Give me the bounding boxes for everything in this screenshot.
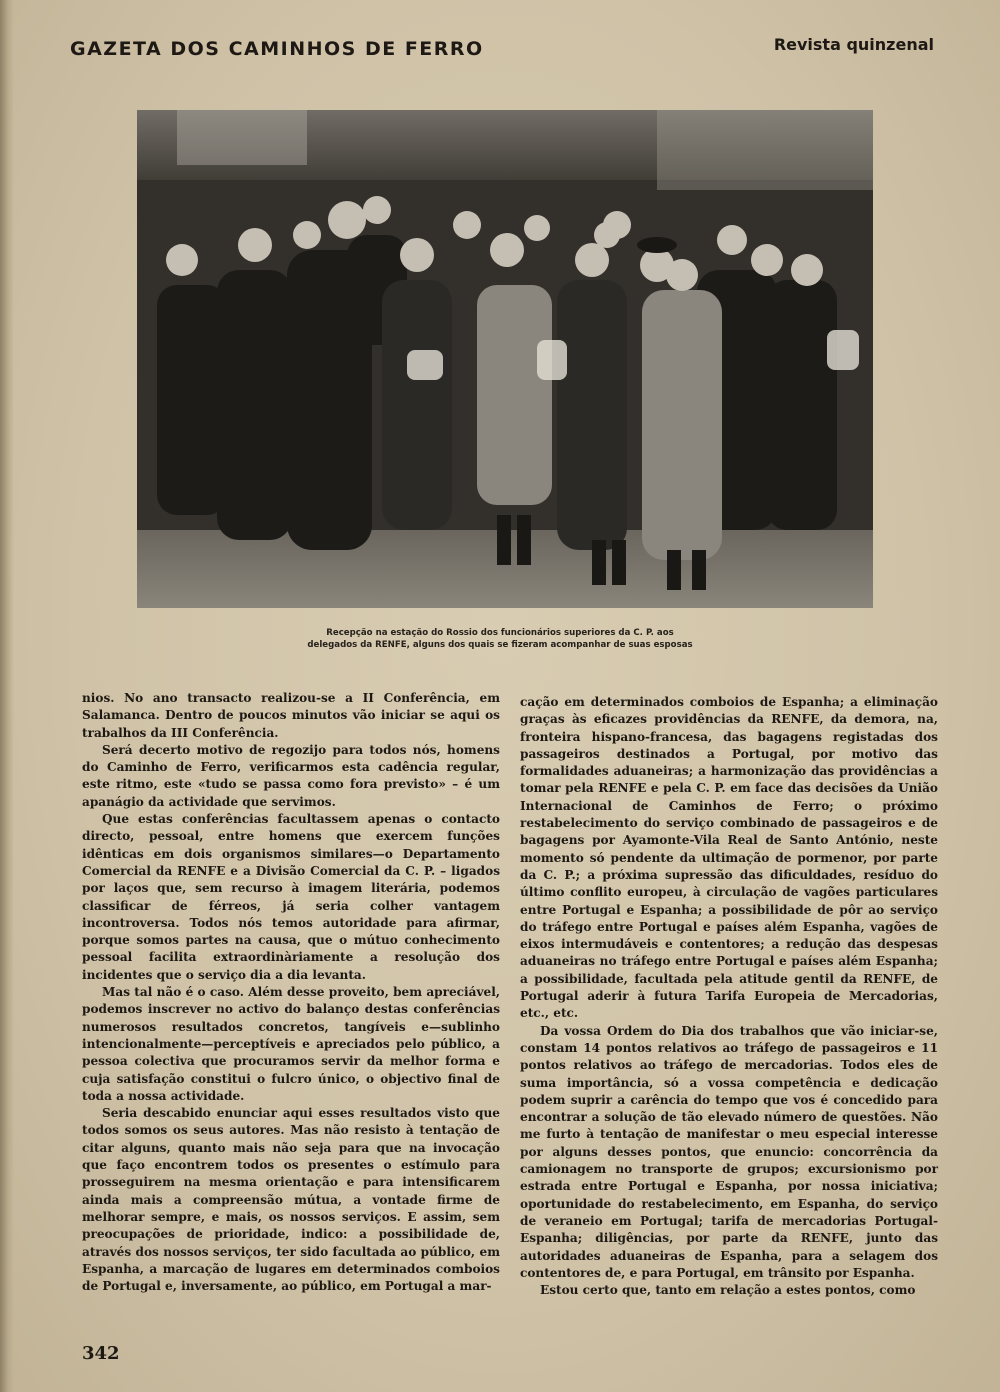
- photo-caption-line-2: delegados da RENFE, alguns dos quais se fizeram acompanhar de suas esposas: [307, 640, 693, 650]
- photo-caption-line-1: Recepção na estação do Rossio dos funcionários superiores da C. P. aos: [326, 628, 674, 638]
- paragraph: Estou certo que, tanto em relação a estes pontos, como: [540, 1283, 916, 1298]
- paragraph: nios. No ano transacto realizou-se a II Conferência, em Salamanca. Dentro de poucos minutos vão iniciar se aqui os trabalhos da III Conferência.: [82, 691, 500, 740]
- paragraph: cação em determinados comboios de Espanha; a eliminação graças às eficazes providências da RENFE, da demora, na, fronteira hispano-francesa, das bagagens registadas dos passageiros destinados a Portugal, por motivo das formalidades aduaneiras; a harmonização das providências a tomar pela RENFE e pela C. P. em face das decisões da União Internacional de Caminhos de Ferro; o próximo restabelecimento do serviço combinado de passageiros e de bagagens por Ayamonte-Vila Real de Santo António, neste momento só pendente da ultimação de pormenor, por parte da C. P.; a próxima supressão das dificuldades, resíduo do último conflito europeu, à circulação de vagões particulares entre Portugal e Espanha; a possibilidade de pôr ao serviço do tráfego entre Portugal e países além Espanha, vagões de eixos intermudáveis e contentores; a redução das despesas aduaneiras no tráfego entre Portugal e países além Espanha; a possibilidade, facultada pela atitude gentil da RENFE, de Portugal aderir à futura Tarifa Europeia de Mercadorias, etc., etc.: [520, 695, 938, 1021]
- page-binding-edge: [0, 0, 14, 1392]
- publication-frequency: Revista quinzenal: [773, 35, 934, 54]
- photo-caption: [200, 627, 800, 651]
- group-photograph: [137, 110, 873, 608]
- paragraph: Seria descabido enunciar aqui esses resultados visto que todos somos os seus autores. Mas não resisto à tentação de citar alguns, quanto mais não seja para que na invocação que faço encontrem todos os presentes o estímulo para prosseguirem na mesma orientação e para intensificarem ainda mais a compreensão mútua, a vontade firme de melhorar sempre, e mais, os nossos serviços. E assim, sem preocupações de prioridade, indico: a possibilidade de, através dos nossos serviços, ter sido facultada ao público, em Espanha, a marcação de lugares em determinados comboios de Portugal e, inversamente, ao público, em Portugal a mar-: [82, 1106, 500, 1294]
- page-number: 342: [82, 1343, 120, 1364]
- paragraph: Será decerto motivo de regozijo para todos nós, homens do Caminho de Ferro, verificarmos esta cadência regular, este ritmo, este «tudo se passa como fora previsto» – é um apanágio da actividade que servimos.: [82, 742, 500, 809]
- paragraph: Mas tal não é o caso. Além desse proveito, bem apreciável, podemos inscrever no activo do balanço destas conferências numerosos resultados concretos, tangíveis e—sublinho intencionalmente—perceptíveis e apreciados pelo público, a pessoa colectiva que procuramos servir da melhor forma e cuja satisfação constitui o fulcro único, o objectivo final de toda a nossa actividade.: [82, 985, 500, 1103]
- publication-title: GAZETA DOS CAMINHOS DE FERRO: [70, 38, 484, 60]
- article-column-right: [520, 694, 938, 1299]
- paragraph: Que estas conferências facultassem apenas o contacto directo, pessoal, entre homens que exercem funções idênticas em dois organismos similares—o Departamento Comercial da RENFE e a Divisão Comercial da C. P. – ligados por laços que, sem recurso à imagem literária, podemos classificar de férreos, já seria colher vantagem incontroversa. Todos nós temos autoridade para afirmar, porque somos partes na causa, que o mútuo conhecimento pessoal facilita extraordinàriamente a resolução dos incidentes que o serviço dia a dia levanta.: [82, 812, 500, 982]
- paragraph: Da vossa Ordem do Dia dos trabalhos que vão iniciar-se, constam 14 pontos relativos ao tráfego de passageiros e 11 pontos relativos ao tráfego de mercadorias. Todos eles de suma importância, só a vossa competência e dedicação podem suprir a carência do tempo que vos é concedido para encontrar a solução de tão elevado número de questões. Não me furto à tentação de manifestar o meu especial interesse por alguns desses pontos, que enuncio: concorrência da camionagem no transporte de grupos; excursionismo por estrada entre Portugal e Espanha, por nossa iniciativa; oportunidade do restabelecimento, em Espanha, do serviço de veraneio em Portugal; tarifa de mercadorias Portugal-Espanha; diligências, por parte da RENFE, junto das autoridades aduaneiras de Espanha, para a selagem dos contentores de, e para Portugal, em trânsito por Espanha.: [520, 1023, 938, 1280]
- photo-illustration: [137, 110, 873, 608]
- article-column-left: [82, 690, 500, 1295]
